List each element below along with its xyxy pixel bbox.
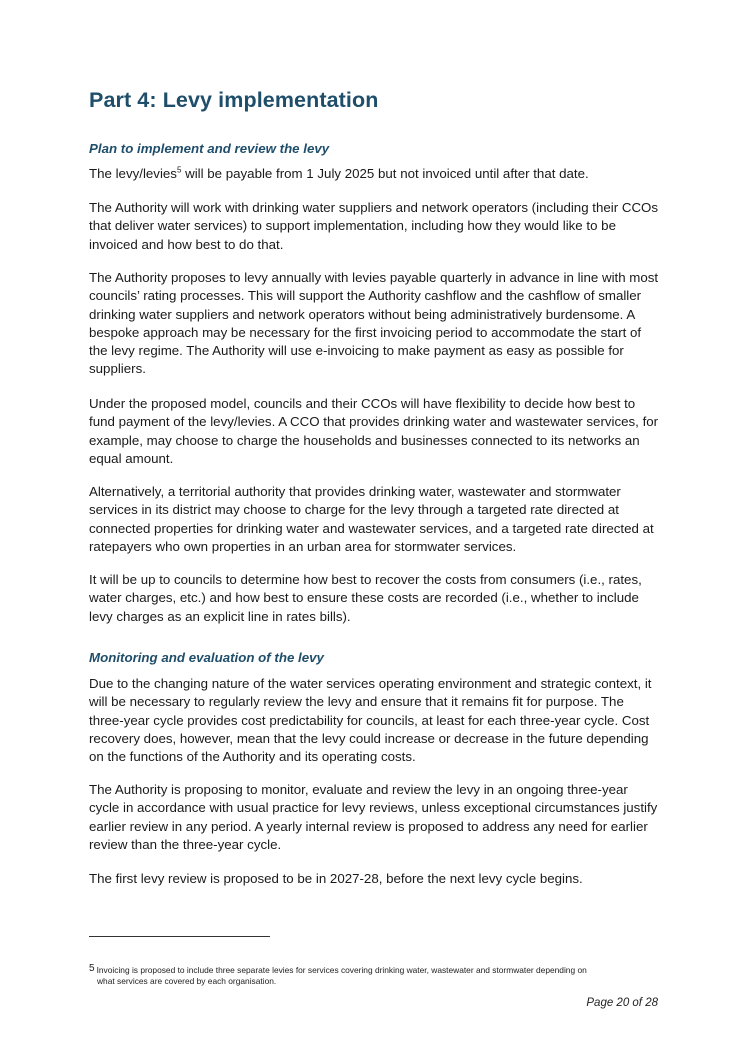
footnote-divider bbox=[89, 936, 270, 937]
section-title-plan: Plan to implement and review the levy bbox=[89, 141, 330, 156]
paragraph-first-review: The first levy review is proposed to be in 2027-28, before the next levy cycle begins. bbox=[89, 871, 583, 886]
section-title-monitoring: Monitoring and evaluation of the levy bbox=[89, 650, 324, 665]
paragraph-territorial-authority: Alternatively, a territorial authority that provides drinking water, wastewater and stormwater services in its district may choose to charge for the levy through a targeted rate directed at connected properties for drinking water and wastewater services, and a targeted rate directed at ratepayers who own properties in an urban area for stormwater services. bbox=[89, 484, 654, 554]
paragraph-changing-nature: Due to the changing nature of the water services operating environment and strategic context, it will be necessary to regularly review the levy and ensure that it remains fit for purpose. The three-year cycle provides cost predictability for councils, at least for each three-year cycle. Cost recovery does, however, mean that the levy could increase or decrease in the future depending on the functions of the Authority and its operating costs. bbox=[89, 676, 652, 765]
footnote bbox=[89, 965, 649, 987]
paragraph-levy-annually: The Authority proposes to levy annually with levies payable quarterly in advance in line with most councils’ rating processes. This will support the Authority cashflow and the cashflow of smaller drinking water suppliers and network operators without being administratively burdensome. A bespoke approach may be necessary for the first invoicing period to accommodate the start of the levy regime. The Authority will use e-invoicing to make payment as easy as possible for suppliers. bbox=[89, 270, 659, 377]
paragraph-payable bbox=[89, 165, 659, 183]
paragraph-payable-pre: The levy/levies bbox=[89, 166, 177, 181]
paragraph-proposed-model: Under the proposed model, councils and their CCOs will have flexibility to decide how best to fund payment of the levy/levies. A CCO that provides drinking water and wastewater services, for example, may choose to charge the households and businesses connected to its networks an equal amount. bbox=[89, 396, 659, 466]
page-number: Page 20 of 28 bbox=[586, 997, 658, 1009]
paragraph-councils-determine: It will be up to councils to determine how best to recover the costs from consumers (i.e., rates, water charges, etc.) and how best to ensure these costs are recorded (i.e., whether to include levy charges as an explicit line in rates bills). bbox=[89, 572, 642, 624]
page-heading: Part 4: Levy implementation bbox=[89, 88, 379, 112]
footnote-text-line1: Invoicing is proposed to include three separate levies for services covering drinking water, wastewater and stormwater depending on bbox=[96, 965, 587, 975]
paragraph-monitor-evaluate: The Authority is proposing to monitor, evaluate and review the levy in an ongoing three-year cycle in accordance with usual practice for levy reviews, unless exceptional circumstances justify earlier review in any period. A yearly internal review is proposed to address any need for earlier review than the three-year cycle. bbox=[89, 782, 658, 852]
paragraph-payable-post: will be payable from 1 July 2025 but not invoiced until after that date. bbox=[181, 166, 589, 181]
paragraph-work-with-suppliers: The Authority will work with drinking water suppliers and network operators (including their CCOs that deliver water services) to support implementation, including how they would like to be invoiced and how best to do that. bbox=[89, 200, 659, 252]
footnote-number: 5 bbox=[89, 963, 95, 974]
footnote-text-line2: what services are covered by each organisation. bbox=[97, 976, 277, 986]
footnote-ref[interactable]: 5 bbox=[176, 165, 182, 175]
